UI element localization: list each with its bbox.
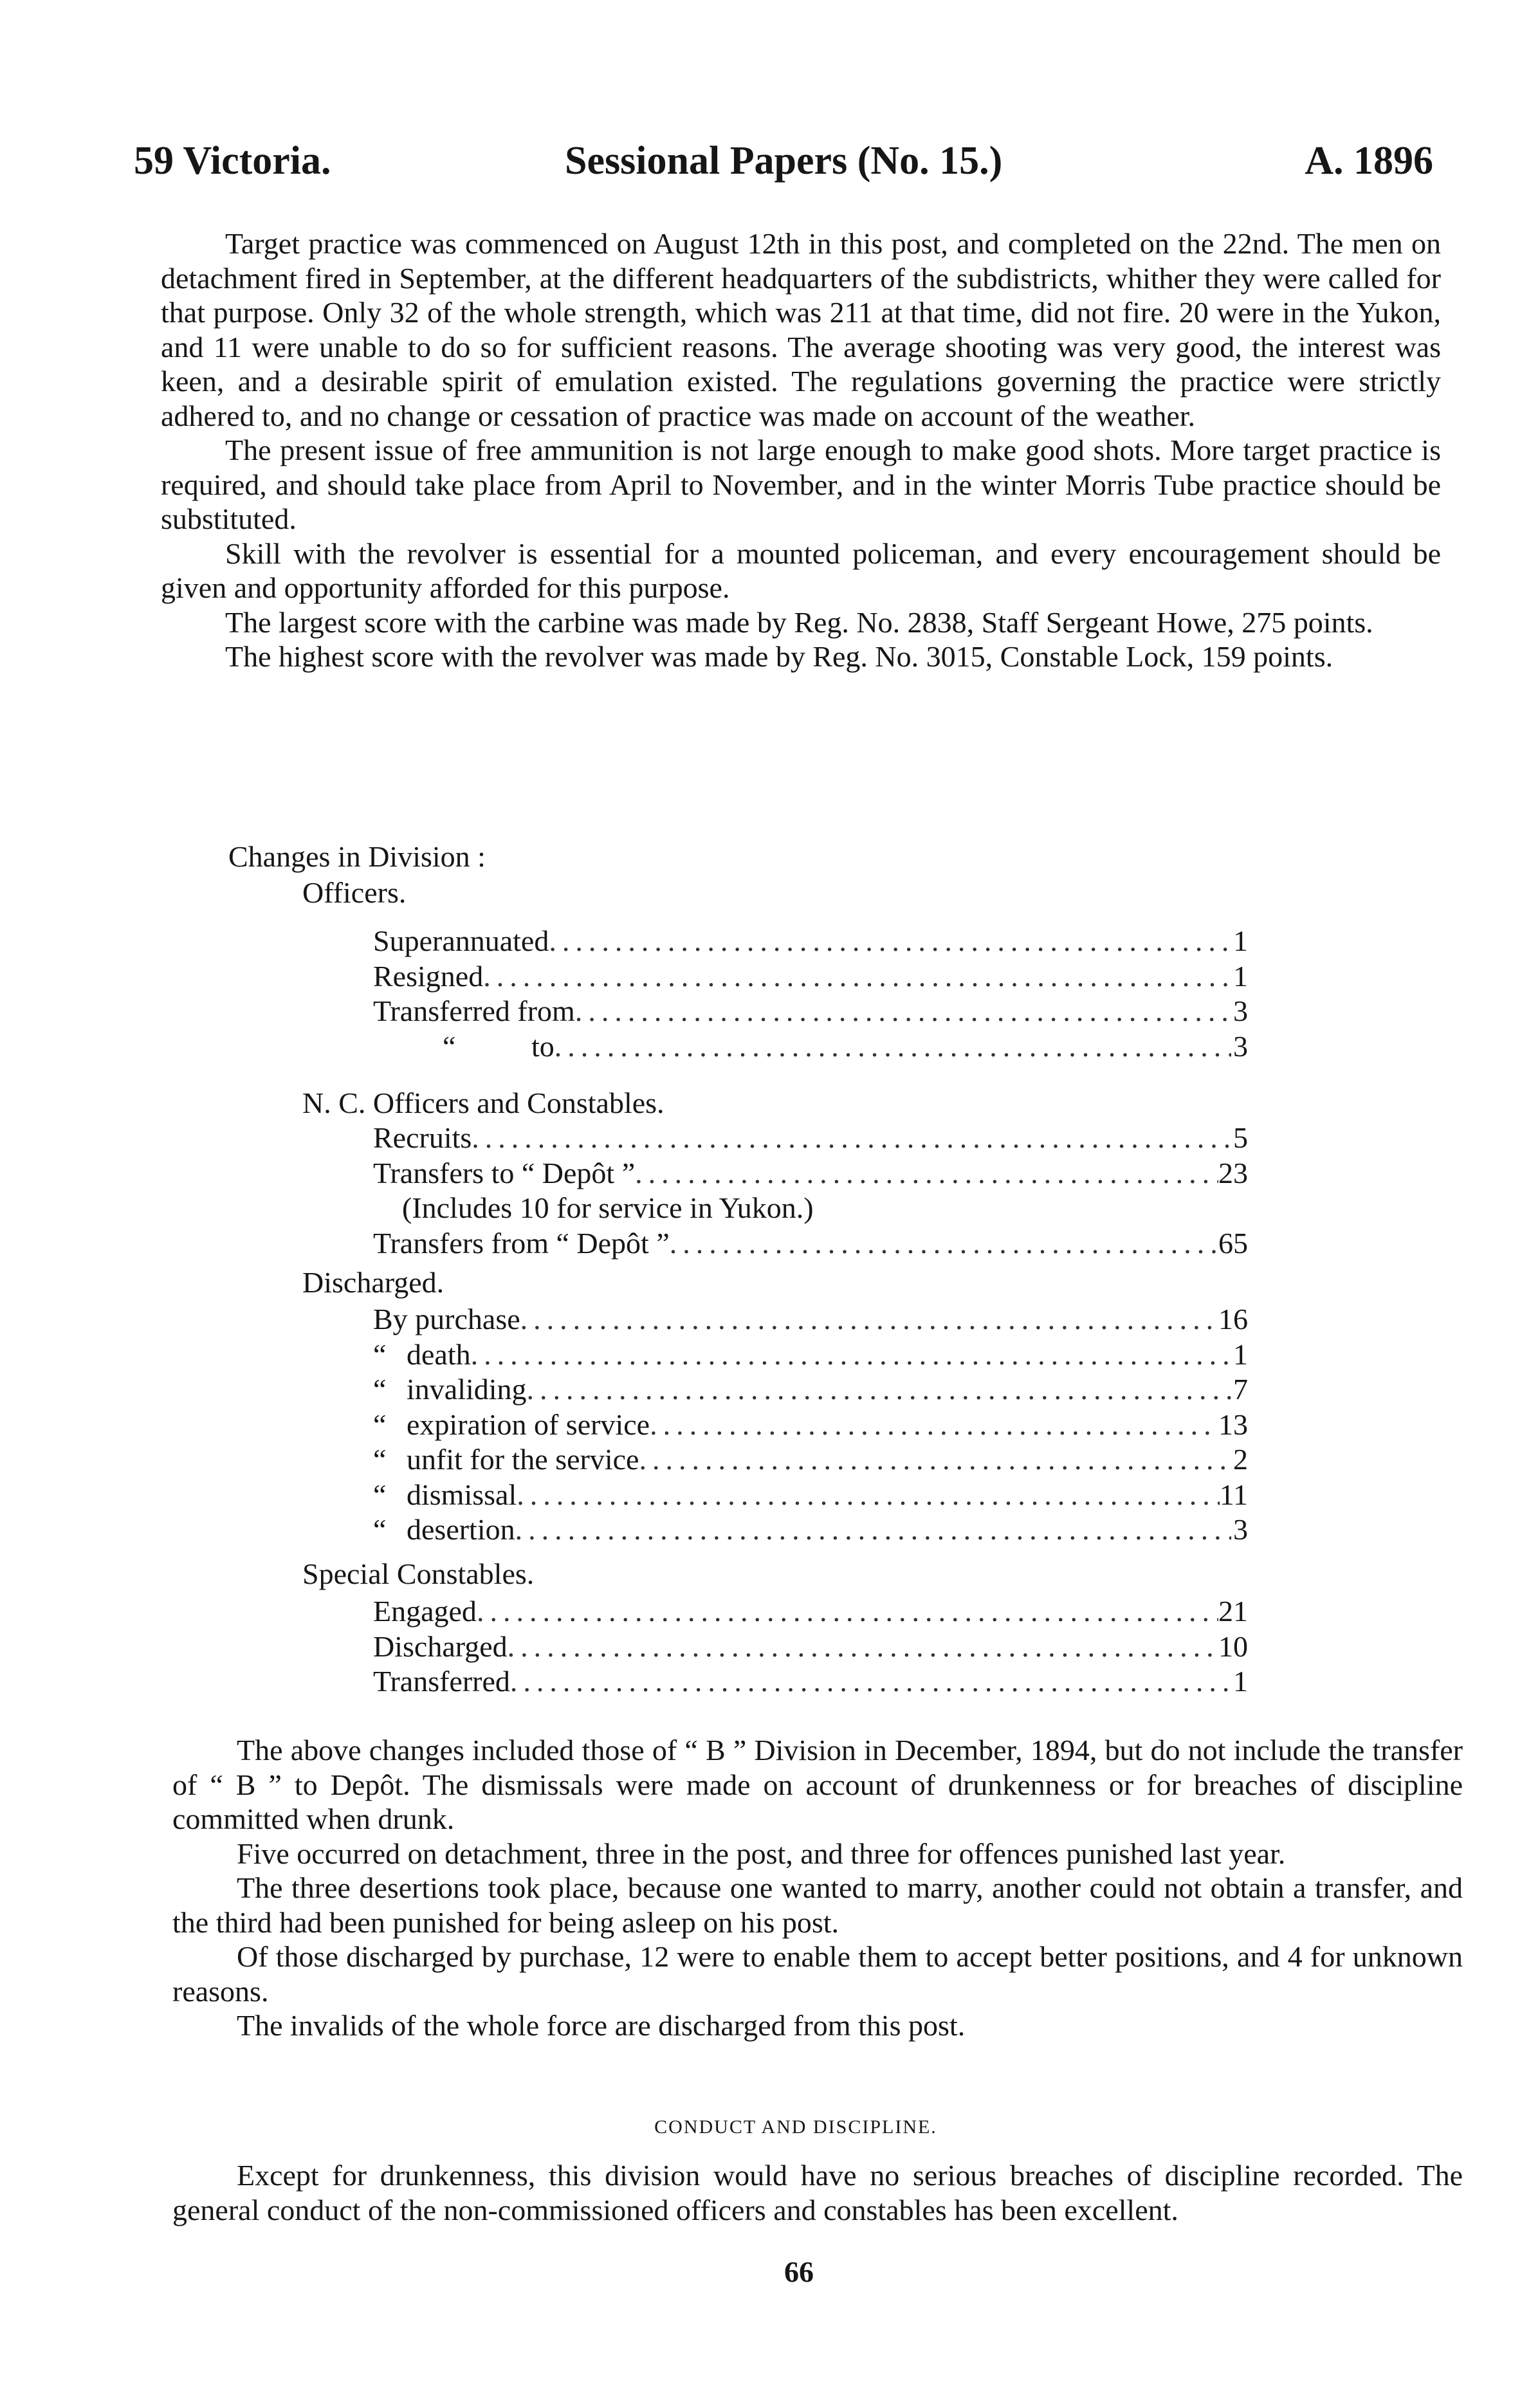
- page-header: [134, 138, 1433, 183]
- entry-value: 1: [1233, 959, 1248, 993]
- paragraph-ammunition: The present issue of free ammunition is not large enough to make good shots. More target practice is required, and should take place from April to November, and in the winter Morris Tube practice should be substituted.: [161, 434, 1441, 535]
- list-item: [373, 959, 1248, 995]
- list-item: [373, 1594, 1248, 1629]
- paragraph-conduct: Except for drunkenness, this division would have no serious breaches of discipline recorded. The general conduct of the non-commissioned officers and constables has been excellent.: [172, 2159, 1463, 2226]
- entry-label: dismissal: [407, 1478, 517, 1511]
- ditto-mark: “: [373, 1337, 387, 1371]
- list-item: [373, 1372, 1248, 1407]
- entry-value: 3: [1233, 1029, 1248, 1063]
- header-session: 59 Victoria.: [134, 139, 331, 183]
- entry-label: Superannuated: [373, 924, 549, 957]
- entry-label: Recruits: [373, 1121, 472, 1154]
- conduct-section: [172, 2158, 1463, 2227]
- entry-label: desertion: [407, 1513, 515, 1546]
- list-item: [373, 1121, 1248, 1156]
- paragraph-target-practice: Target practice was commenced on August 12th in this post, and completed on the 22nd. The men on detachment fired in September, at the different headquarters of the subdistricts, whither they were called for that purpose. Only 32 of the whole strength, which was 211 at that time, did not fire. 20 were in the Yukon, and 11 were unable to do so for sufficient reasons. The average shooting was very good, the interest was keen, and a desirable spirit of emulation existed. The regulations governing the practice were strictly adhered to, and no change or cessation of practice was made on account of the weather.: [161, 227, 1441, 432]
- entry-label: Transferred: [373, 1665, 510, 1698]
- entry-label: unfit for the service: [407, 1443, 639, 1476]
- entry-value: 2: [1233, 1443, 1248, 1476]
- ditto-mark: “: [373, 1513, 387, 1546]
- entry-value: 1: [1233, 1337, 1248, 1371]
- ditto-mark: “: [373, 1407, 387, 1441]
- paragraph-revolver-skill: Skill with the revolver is essential for a mounted policeman, and every encouragement should be given and opportunity afforded for this purpose.: [161, 536, 1441, 604]
- entry-value: 16: [1218, 1303, 1248, 1335]
- entry-value: 65: [1218, 1227, 1248, 1260]
- changes-title: Changes in Division :: [228, 840, 486, 873]
- ncos-list: [373, 1121, 1248, 1191]
- ditto-mark: “: [373, 1443, 387, 1476]
- entry-label: By purchase: [373, 1303, 520, 1335]
- list-item: [373, 1337, 1248, 1373]
- entry-value: 5: [1233, 1121, 1248, 1154]
- entry-label: death: [407, 1337, 471, 1371]
- list-item: [373, 1156, 1248, 1191]
- list-item: [373, 924, 1248, 959]
- entry-value: 1: [1233, 924, 1248, 957]
- entry-value: 1: [1233, 1665, 1248, 1698]
- header-title: Sessional Papers (No. 15.): [565, 139, 1003, 183]
- entry-value: 10: [1218, 1629, 1248, 1663]
- page-number: 66: [784, 2255, 814, 2288]
- paragraph-revolver-score: The highest score with the revolver was made by Reg. No. 3015, Constable Lock, 159 points.: [225, 640, 1334, 673]
- entry-label: invaliding: [407, 1373, 527, 1406]
- ncos-heading: N. C. Officers and Constables.: [302, 1086, 665, 1119]
- entry-value: 11: [1219, 1478, 1248, 1511]
- officers-list: [373, 924, 1248, 1064]
- entry-label: to: [531, 1029, 555, 1063]
- after-changes-section: [172, 1733, 1463, 2043]
- conduct-title: CONDUCT AND DISCIPLINE.: [654, 2116, 937, 2138]
- list-item: [373, 1029, 1248, 1065]
- entry-label: expiration of service: [407, 1407, 650, 1441]
- list-item: [373, 1664, 1248, 1700]
- entry-label: Transfers from “ Depôt ”: [373, 1227, 670, 1260]
- list-item: [373, 1442, 1248, 1478]
- special-heading: Special Constables.: [302, 1557, 535, 1590]
- entry-value: 3: [1233, 995, 1248, 1027]
- paragraph-purchase: Of those discharged by purchase, 12 were to enable them to accept better positions, and 4 for unknown reasons.: [172, 1940, 1463, 2008]
- ncos-list-continued: [373, 1226, 1248, 1261]
- entry-label: Transferred from: [373, 995, 575, 1027]
- list-item: [373, 1226, 1248, 1261]
- entry-value: 21: [1218, 1595, 1248, 1627]
- list-item: [373, 1629, 1248, 1665]
- entry-value: 3: [1233, 1513, 1248, 1546]
- entry-label: Transfers to “ Depôt ”: [373, 1156, 636, 1189]
- list-item: [373, 994, 1248, 1029]
- paragraph-carbine-score: The largest score with the carbine was made by Reg. No. 2838, Staff Sergeant Howe, 275 points.: [225, 605, 1373, 639]
- discharged-list: [373, 1302, 1248, 1548]
- paragraph-b-division: The above changes included those of “ B ” Division in December, 1894, but do not include the transfer of “ B ” to Depôt. The dismissals were made on account of drunkenness or for breaches of discipline committed when drunk.: [172, 1734, 1463, 1835]
- list-item: [373, 1407, 1248, 1443]
- entry-label: Discharged: [373, 1629, 508, 1663]
- special-list: [373, 1594, 1248, 1700]
- intro-section: [161, 226, 1441, 674]
- yukon-note: (Includes 10 for service in Yukon.): [402, 1191, 814, 1224]
- entry-value: 13: [1218, 1407, 1248, 1441]
- discharged-heading: Discharged.: [302, 1266, 445, 1299]
- ditto-mark: “: [373, 1373, 387, 1406]
- entry-label: Engaged: [373, 1595, 477, 1627]
- paragraph-dismissals: Five occurred on detachment, three in the post, and three for offences punished last year.: [237, 1837, 1286, 1870]
- entry-value: 7: [1233, 1373, 1248, 1406]
- header-year: A. 1896: [1305, 139, 1433, 183]
- entry-value: 23: [1218, 1156, 1248, 1189]
- officers-heading: Officers.: [302, 876, 407, 909]
- list-item: [373, 1302, 1248, 1337]
- ditto-mark: “: [373, 1478, 387, 1511]
- paragraph-desertions: The three desertions took place, because one wanted to marry, another could not obtain a transfer, and the third had been punished for being asleep on his post.: [172, 1871, 1463, 1939]
- paragraph-invalids: The invalids of the whole force are discharged from this post.: [237, 2009, 966, 2042]
- list-item: [373, 1478, 1248, 1513]
- entry-label: Resigned: [373, 959, 484, 993]
- ditto-mark: “: [443, 1029, 456, 1063]
- list-item: [373, 1512, 1248, 1548]
